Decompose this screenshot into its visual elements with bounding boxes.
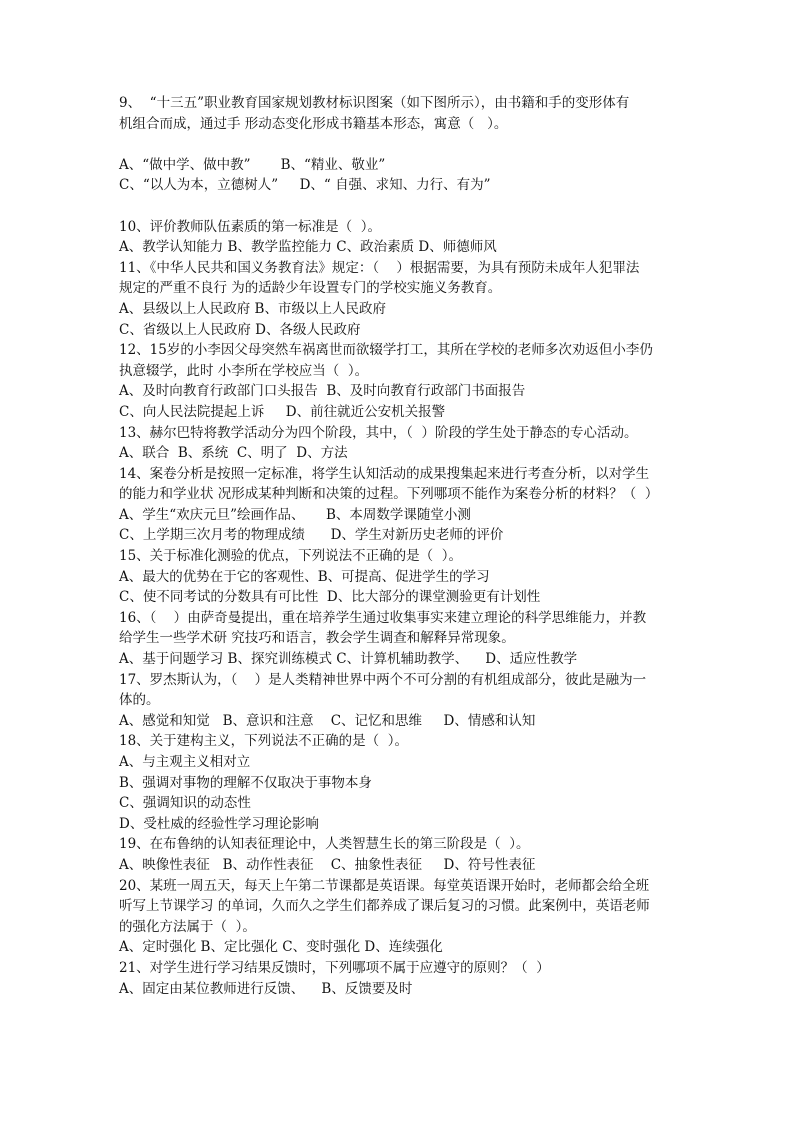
question-stem: 9、 “十三五”职业教育国家规划教材标识图案（如下图所示），由书籍和手的变形体有 — [119, 95, 630, 111]
blank-gap — [119, 134, 679, 155]
answer-options: C、使不同考试的分数具有可比性 D、比大部分的课堂测验更有计划性 — [119, 589, 541, 606]
document-page — [119, 93, 679, 999]
answer-option: B、强调对事物的理解不仅取决于事物本身 — [119, 774, 372, 791]
answer-options: A、感觉和知觉 B、意识和注意 C、记忆和思维 D、情感和认知 — [119, 712, 536, 729]
question-14 — [119, 464, 679, 546]
question-stem: 16、（ ）由萨奇曼提出，重在培养学生通过收集事实来建立理论的科学思维能力，并教 — [119, 609, 647, 626]
question-15 — [119, 546, 679, 608]
question-stem: 18、关于建构主义，下列说法不正确的是（ ）。 — [119, 733, 409, 750]
question-20 — [119, 876, 679, 958]
question-17 — [119, 670, 679, 732]
question-stem: 20、某班一周五天，每天上午第二节课都是英语课。每堂英语课开始时，老师都会给全班 — [119, 877, 650, 894]
question-stem: 执意辍学，此时 小李所在学校应当（ ）。 — [119, 362, 369, 379]
answer-options: A、映像性表征 B、动作性表征 C、抽象性表征 D、符号性表征 — [119, 856, 536, 873]
question-11 — [119, 258, 679, 340]
question-stem: 21、对学生进行学习结果反馈时，下列哪项不属于应遵守的原则？（ ） — [119, 959, 550, 976]
question-stem: 11、《中华人民共和国义务教育法》规定：（ ）根据需要，为具有预防未成年人犯罪法 — [119, 259, 640, 276]
answer-options: A、定时强化 B、定比强化 C、变时强化 D、连续强化 — [119, 939, 443, 956]
question-13 — [119, 423, 679, 464]
question-stem: 17、罗杰斯认为，（ ）是人类精神世界中两个不可分割的有机组成部分，彼此是融为一 — [119, 671, 647, 688]
question-12 — [119, 340, 679, 422]
blank-gap — [119, 196, 679, 217]
question-stem: 给学生一些学术研 究技巧和语言，教会学生调查和解释异常现象。 — [119, 630, 515, 647]
answer-option: A、与主观主义相对立 — [119, 754, 251, 770]
answer-options: C、上学期三次月考的物理成绩 D、学生对新历史老师的评价 — [119, 527, 504, 544]
question-stem: 13、赫尔巴特将教学活动分为四个阶段，其中，（ ）阶段的学生处于静态的专心活动。 — [119, 424, 638, 441]
answer-option: C、强调知识的动态性 — [119, 795, 251, 812]
answer-options: A、教学认知能力 B、教学监控能力 C、政治素质 D、师德师风 — [119, 239, 497, 256]
answer-option: D、受杜威的经验性学习理论影响 — [119, 815, 319, 832]
question-stem: 机组合而成，通过手 形动态变化形成书籍基本形态，寓意（ ）。 — [119, 115, 508, 132]
question-21 — [119, 958, 679, 999]
question-stem: 19、在布鲁纳的认知表征理论中，人类智慧生长的第三阶段是（ ）。 — [119, 836, 530, 853]
answer-options: A、学生“欢庆元旦”绘画作品、 B、本周数学课随堂小测 — [119, 506, 471, 523]
question-stem: 听写上节课学习 的单词，久而久之学生们都养成了课后复习的习惯。此案例中，英语老师 — [119, 898, 650, 915]
answer-options: A、基于问题学习 B、探究训练模式 C、计算机辅助教学、 D、适应性教学 — [119, 651, 578, 668]
question-stem: 15、关于标准化测验的优点，下列说法不正确的是（ ）。 — [119, 548, 463, 565]
question-stem: 规定的严重不良行 为的适龄少年设置专门的学校实施义务教育。 — [119, 280, 502, 297]
answer-options: A、最大的优势在于它的客观性、B、可提高、促进学生的学习 — [119, 568, 490, 585]
answer-options: A、及时向教育行政部门口头报告 B、及时向教育行政部门书面报告 — [119, 383, 526, 400]
answer-options: A、联合 B、系统 C、明了 D、方法 — [119, 445, 348, 462]
question-stem: 的强化方法属于（ ）。 — [119, 918, 256, 935]
answer-options: C、“以人为本，立德树人” D、“ 自强、求知、力行、有为” — [119, 177, 491, 194]
question-stem: 的能力和学业状 况形成某种判断和决策的过程。下列哪项不能作为案卷分析的材料？（ ） — [119, 486, 659, 503]
answer-options: A、“做中学、做中教” B、“精业、敬业” — [119, 156, 386, 173]
question-stem: 体的。 — [119, 692, 160, 709]
question-stem: 10、评价教师队伍素质的第一标准是（ ）。 — [119, 218, 382, 235]
question-19 — [119, 834, 679, 875]
answer-options: C、向人民法院提起上诉 D、前往就近公安机关报警 — [119, 403, 446, 420]
question-10 — [119, 217, 679, 258]
answer-options: A、县级以上人民政府 B、市级以上人民政府 — [119, 300, 386, 317]
answer-options: C、省级以上人民政府 D、各级人民政府 — [119, 321, 361, 338]
answer-options: A、固定由某位教师进行反馈、 B、反馈要及时 — [119, 980, 413, 997]
question-18 — [119, 731, 679, 834]
question-9 — [119, 93, 679, 217]
question-16 — [119, 608, 679, 670]
question-stem: 14、案卷分析是按照一定标准，将学生认知活动的成果搜集起来进行考查分析，以对学生 — [119, 465, 650, 482]
question-stem: 12、15岁的小李因父母突然车祸离世而欲辍学打工，其所在学校的老师多次劝返但小李仍 — [119, 342, 653, 359]
